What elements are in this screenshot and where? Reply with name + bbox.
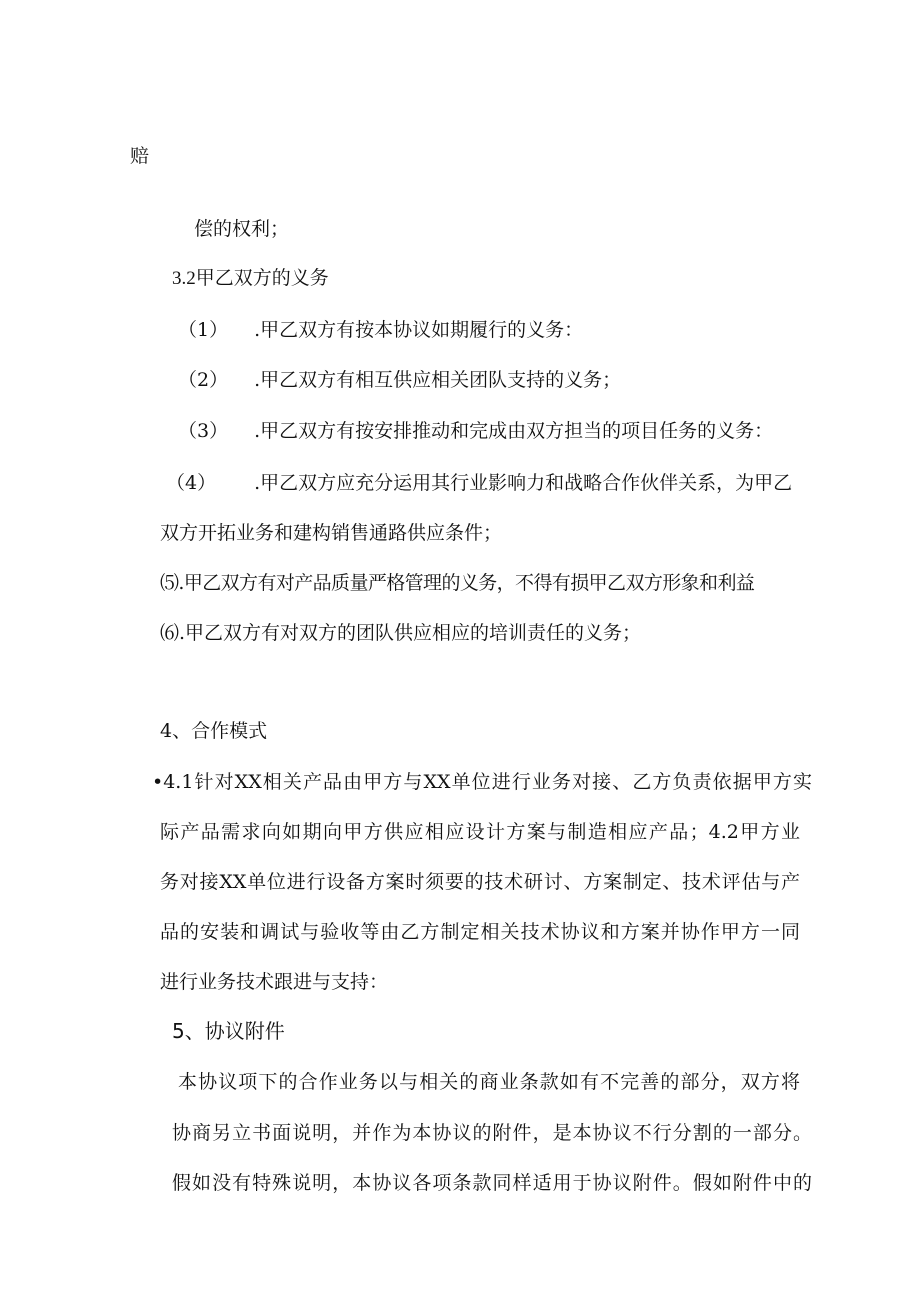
list-item xyxy=(166,470,792,496)
paragraph-line: 协商另立书面说明，并作为本协议的附件，是本协议不行分割的一部分。 xyxy=(172,1122,812,1144)
section-4-heading: 4、合作模式 xyxy=(160,720,268,742)
section-5-heading: 5、协议附件 xyxy=(172,1019,285,1043)
item-text: .甲乙双方有对产品质量严格管理的义务，不得有损甲乙双方形象和利益 xyxy=(178,572,755,594)
item-number: （4） xyxy=(166,472,217,494)
list-item-continuation: 双方开拓业务和建构销售通路供应条件； xyxy=(160,522,503,544)
paragraph-line: 品的安装和调试与验收等由乙方制定相关技术协议和方案并协作甲方一同 xyxy=(160,921,800,943)
item-text: .甲乙双方有按本协议如期履行的义务： xyxy=(254,319,584,341)
paragraph-line: 进行业务技术跟进与支持： xyxy=(160,971,389,993)
item-text: .甲乙双方有相互供应相关团队支持的义务； xyxy=(254,369,622,391)
list-item xyxy=(160,620,641,646)
paragraph-line: 本协议项下的合作业务以与相关的商业条款如有不完善的部分，双方将 xyxy=(178,1071,800,1093)
paragraph-line: 务对接XX单位进行设备方案时须要的技术研讨、方案制定、技术评估与产 xyxy=(160,871,800,893)
list-item xyxy=(178,367,621,393)
item-text: .甲乙双方有对双方的团队供应相应的培训责任的义务； xyxy=(179,622,642,644)
text-fragment-top: 赔 xyxy=(130,145,150,167)
item-text: .甲乙双方应充分运用其行业影响力和战略合作伙伴关系，为甲乙 xyxy=(254,472,793,494)
list-item xyxy=(178,317,583,343)
list-item xyxy=(178,418,773,444)
item-number: （2） xyxy=(178,369,229,391)
item-number: （1） xyxy=(178,319,229,341)
item-number: ⑸ xyxy=(160,572,179,594)
paragraph-line: 际产品需求向如期向甲方供应相应设计方案与制造相应产品；4.2甲方业 xyxy=(160,821,800,843)
section-3-2-heading: 3.2甲乙双方的义务 xyxy=(172,268,329,289)
text-fragment-continuation: 偿的权利； xyxy=(194,218,290,240)
item-number: （3） xyxy=(178,420,229,442)
paragraph-line: 假如没有特殊说明，本协议各项条款同样适用于协议附件。假如附件中的 xyxy=(172,1172,812,1194)
paragraph-line: •4.1针对XX相关产品由甲方与XX单位进行业务对接、乙方负责依据甲方实 xyxy=(152,771,812,793)
item-text: .甲乙双方有按安排推动和完成由双方担当的项目任务的义务： xyxy=(254,420,774,442)
list-item xyxy=(160,570,754,596)
item-number: ⑹ xyxy=(160,622,180,644)
